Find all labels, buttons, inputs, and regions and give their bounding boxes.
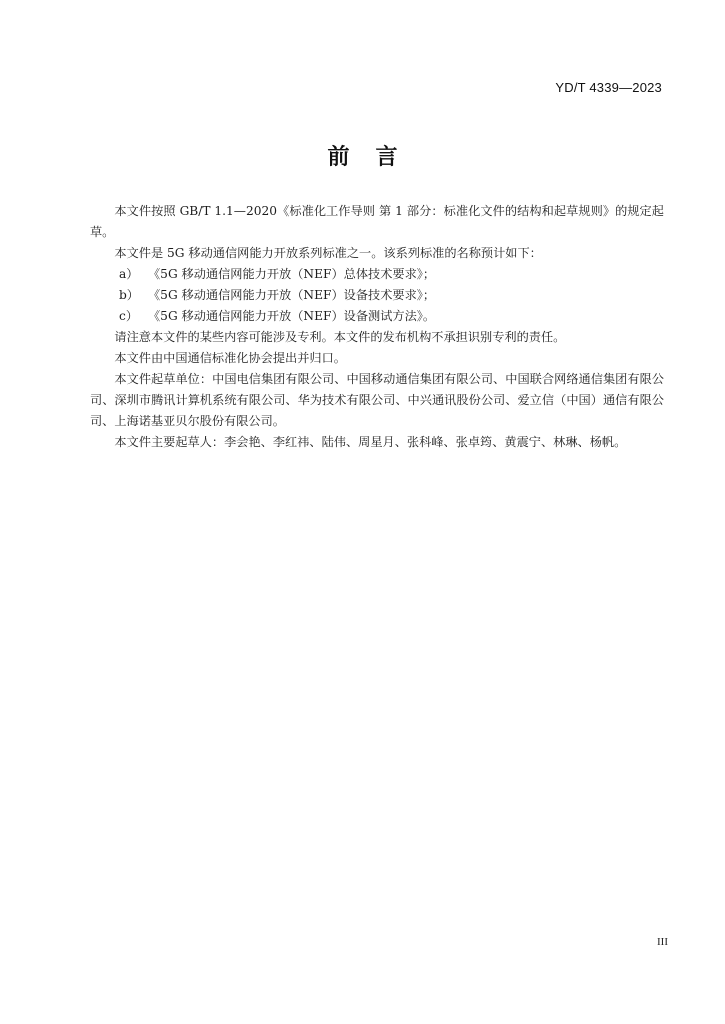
page-number: III: [657, 936, 668, 948]
drafters-paragraph: 本文件主要起草人：李会艳、李红祎、陆伟、周星月、张科峰、张卓筠、黄震宁、林琳、杨帆。: [114, 435, 627, 449]
list-item: [90, 285, 664, 306]
list-item-label: c）: [119, 309, 139, 323]
drafting-units-paragraph: 本文件起草单位：中国电信集团有限公司、中国移动通信集团有限公司、中国联合网络通信集团有限公司、深圳市腾讯计算机系统有限公司、华为技术有限公司、中兴通讯股份公司、爱立信（中国）通信有限公司、上海诺基亚贝尔股份有限公司。: [90, 372, 664, 428]
list-item-text: 《5G 移动通信网能力开放（NEF）设备测试方法》。: [148, 309, 436, 323]
list-item-label: a）: [119, 267, 139, 281]
list-item: [90, 306, 664, 327]
standard-number: YD/T 4339—2023: [555, 80, 662, 95]
series-list: [90, 264, 664, 327]
page-title: 前言: [327, 145, 424, 170]
list-item-text: 《5G 移动通信网能力开放（NEF）设备技术要求》；: [148, 288, 436, 302]
list-item-label: b）: [119, 288, 139, 302]
foreword-body: [90, 201, 664, 453]
list-item: [90, 264, 664, 285]
drafting-rules-paragraph: 本文件按照 GB/T 1.1—2020《标准化工作导则 第 1 部分：标准化文件的结构和起草规则》的规定起草。: [90, 204, 664, 239]
list-item-text: 《5G 移动通信网能力开放（NEF）总体技术要求》；: [148, 267, 436, 281]
patent-notice-paragraph: 请注意本文件的某些内容可能涉及专利。本文件的发布机构不承担识别专利的责任。: [114, 330, 566, 344]
proposer-paragraph: 本文件由中国通信标准化协会提出并归口。: [114, 351, 346, 365]
series-intro-paragraph: 本文件是 5G 移动通信网能力开放系列标准之一。该系列标准的名称预计如下：: [114, 246, 542, 260]
